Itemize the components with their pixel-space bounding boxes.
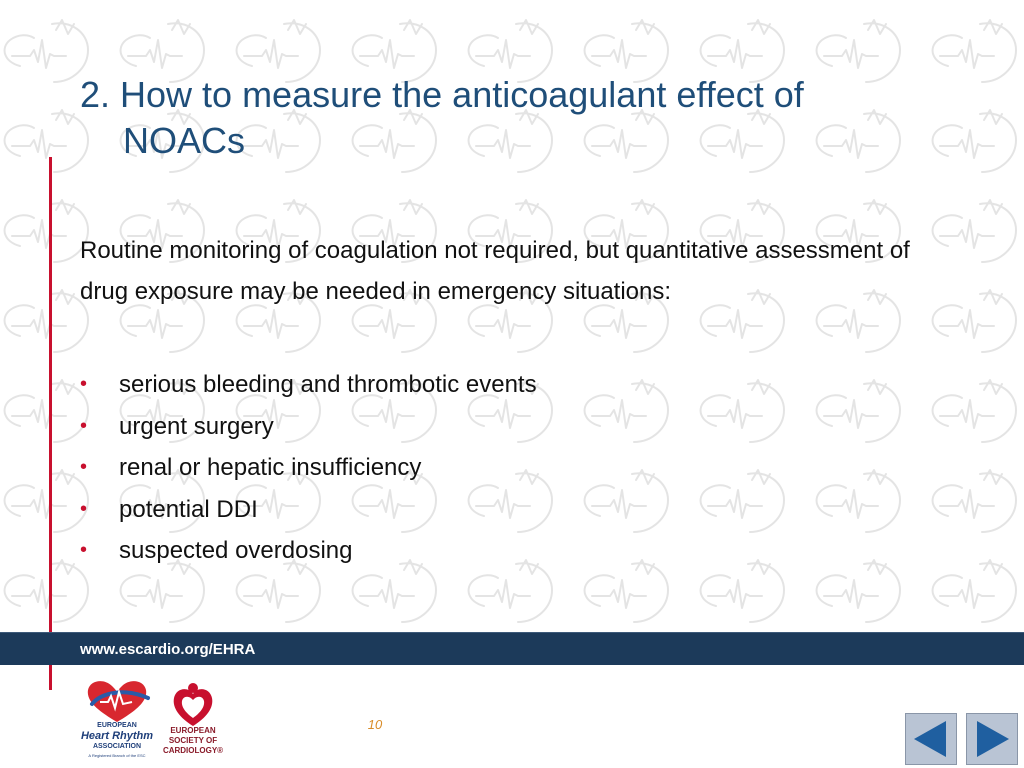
ehra-logo xyxy=(78,678,156,764)
bullet-list xyxy=(80,364,537,572)
footer-url-link[interactable]: www.escardio.org/EHRA xyxy=(80,641,256,658)
bullet-text: renal or hepatic insufficiency xyxy=(119,454,422,481)
bullet-item xyxy=(80,489,537,531)
bullet-item xyxy=(80,447,537,489)
bullet-item xyxy=(80,364,537,406)
triangle-left-icon xyxy=(906,714,956,764)
ehra-heart-icon xyxy=(78,678,156,724)
slide-title-line-2: NOACs xyxy=(123,120,246,161)
slide-title-line-1: 2. How to measure the anticoagulant effect of xyxy=(80,74,804,115)
esc-heart-icon xyxy=(166,682,244,728)
esc-logo-line-1: EUROPEAN xyxy=(170,726,216,735)
esc-logo-line-2: SOCIETY OF xyxy=(168,736,218,745)
intro-paragraph: Routine monitoring of coagulation not required, but quantitative assessment of drug exposure may be needed in emergency situations: xyxy=(80,237,910,305)
page-number: 10 xyxy=(367,717,383,732)
esc-logo xyxy=(162,682,244,764)
ehra-logo-line-3: ASSOCIATION xyxy=(92,743,142,750)
left-accent-rule xyxy=(49,157,52,690)
slide-title xyxy=(80,72,980,164)
bullet-dot-icon: • xyxy=(80,414,88,437)
ehra-logo-line-2: Heart Rhythm xyxy=(80,730,154,742)
bullet-dot-icon: • xyxy=(80,456,88,478)
triangle-right-icon xyxy=(967,714,1017,764)
bullet-text: urgent surgery xyxy=(119,412,274,440)
bullet-text: suspected overdosing xyxy=(119,537,353,564)
bullet-text: serious bleeding and thrombotic events xyxy=(119,371,537,398)
bullet-item xyxy=(80,406,537,448)
bullet-item xyxy=(80,530,537,572)
bullet-dot-icon: • xyxy=(80,497,88,520)
bullet-dot-icon: • xyxy=(80,539,88,561)
previous-slide-button[interactable] xyxy=(905,713,957,765)
footer-band xyxy=(0,632,1024,665)
esc-logo-line-3: CARDIOLOGY® xyxy=(162,746,224,755)
bullet-dot-icon: • xyxy=(80,373,88,395)
bullet-text: potential DDI xyxy=(119,495,258,523)
next-slide-button[interactable] xyxy=(966,713,1018,765)
ehra-logo-line-1: EUROPEAN xyxy=(97,722,137,729)
ehra-logo-line-4: A Registered Branch of the ESC xyxy=(88,753,146,758)
